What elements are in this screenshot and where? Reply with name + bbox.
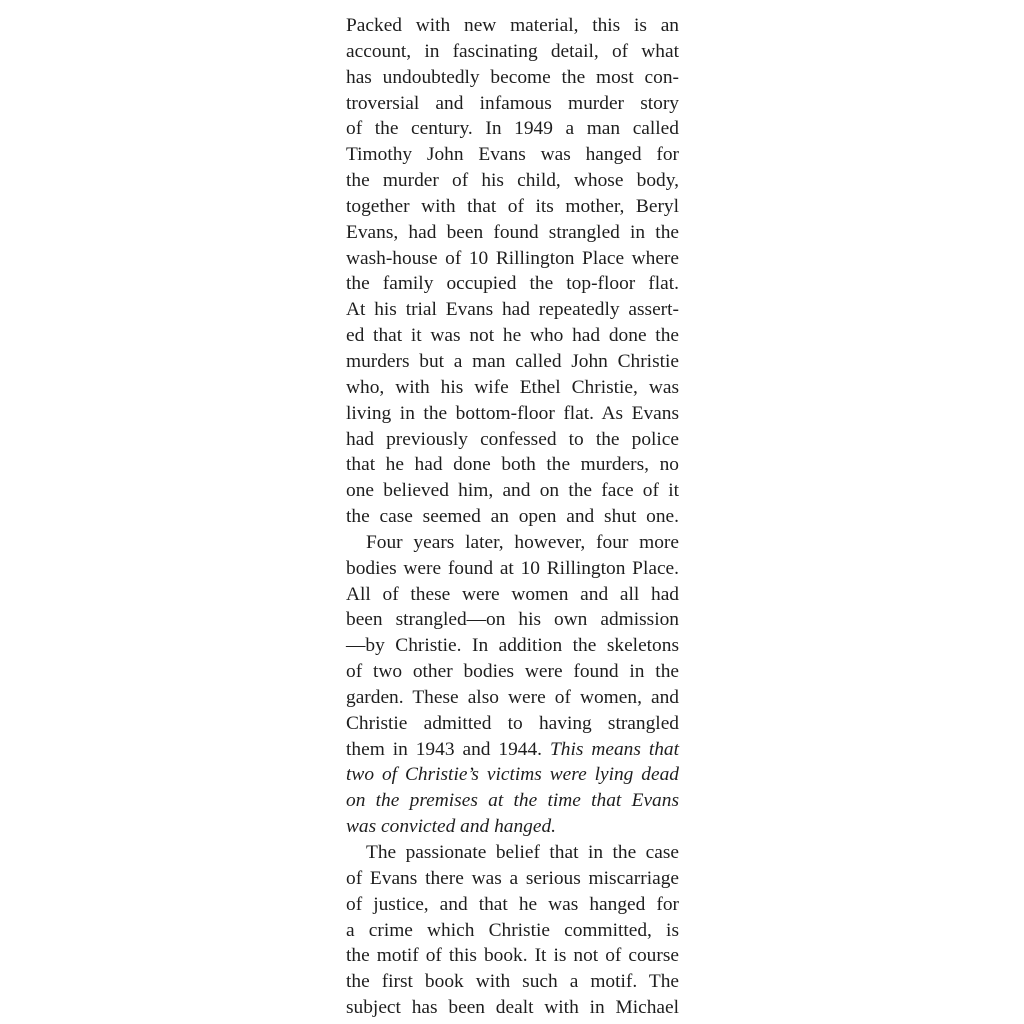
text-line: a crime which Christie committed, is xyxy=(346,919,679,941)
text-line: All of these were women and all had xyxy=(346,583,679,605)
text-line: Christie admitted to having strangled xyxy=(346,712,679,734)
text-line: troversial and infamous murder story xyxy=(346,92,679,114)
roman-text: them in 1943 and 1944. xyxy=(346,738,550,760)
paragraph-2 xyxy=(346,530,679,840)
italic-text-line: two of Christie’s victims were lying dead xyxy=(346,764,679,786)
paragraph-1 xyxy=(346,13,679,530)
text-line: wash-house of 10 Rillington Place where xyxy=(346,247,679,269)
text-line: Four years later, however, four more xyxy=(366,531,679,553)
text-line: account, in fascinating detail, of what xyxy=(346,40,679,62)
text-line: living in the bottom-floor flat. As Evans xyxy=(346,402,679,424)
text-line: that he had done both the murders, no xyxy=(346,454,679,476)
text-line: has undoubtedly become the most con- xyxy=(346,66,679,88)
italic-text: This means that xyxy=(549,738,679,760)
text-line: of Evans there was a serious miscarriage xyxy=(346,867,679,889)
text-line: subject has been dealt with in Michael xyxy=(346,997,679,1019)
text-line: been strangled—on his own admission xyxy=(346,609,679,631)
text-line: the murder of his child, whose body, xyxy=(346,170,679,192)
text-line: the motif of this book. It is not of course xyxy=(346,945,679,967)
text-line: murders but a man called John Christie xyxy=(346,350,679,372)
mixed-text-line xyxy=(346,737,679,763)
text-line: At his trial Evans had repeatedly assert- xyxy=(346,299,679,321)
paragraph-3 xyxy=(346,840,679,1021)
text-line: Evans, had been found strangled in the xyxy=(346,221,679,243)
text-line: —by Christie. In addition the skeletons xyxy=(346,635,679,657)
italic-text-line: on the premises at the time that Evans xyxy=(346,790,679,812)
text-line: Packed with new material, this is an xyxy=(346,15,679,36)
text-line: of two other bodies were found in the xyxy=(346,661,679,683)
text-line: the family occupied the top-floor flat. xyxy=(346,273,679,295)
text-line: Timothy John Evans was hanged for xyxy=(346,144,679,166)
text-line: who, with his wife Ethel Christie, was xyxy=(346,376,679,398)
text-line: had previously confessed to the police xyxy=(346,428,679,450)
text-line: The passionate belief that in the case xyxy=(366,842,679,863)
text-line: of justice, and that he was hanged for xyxy=(346,893,679,915)
text-line: the first book with such a motif. The xyxy=(346,971,679,993)
italic-text-line: was convicted and hanged. xyxy=(346,816,557,838)
text-column xyxy=(346,13,679,1021)
text-line: ed that it was not he who had done the xyxy=(346,325,679,347)
text-line: the case seemed an open and shut one. xyxy=(346,506,679,528)
text-line: one believed him, and on the face of it xyxy=(346,480,679,502)
text-line: garden. These also were of women, and xyxy=(346,686,679,708)
text-line: of the century. In 1949 a man called xyxy=(346,118,679,140)
text-line: bodies were found at 10 Rillington Place. xyxy=(346,557,679,579)
text-line: together with that of its mother, Beryl xyxy=(346,195,679,217)
